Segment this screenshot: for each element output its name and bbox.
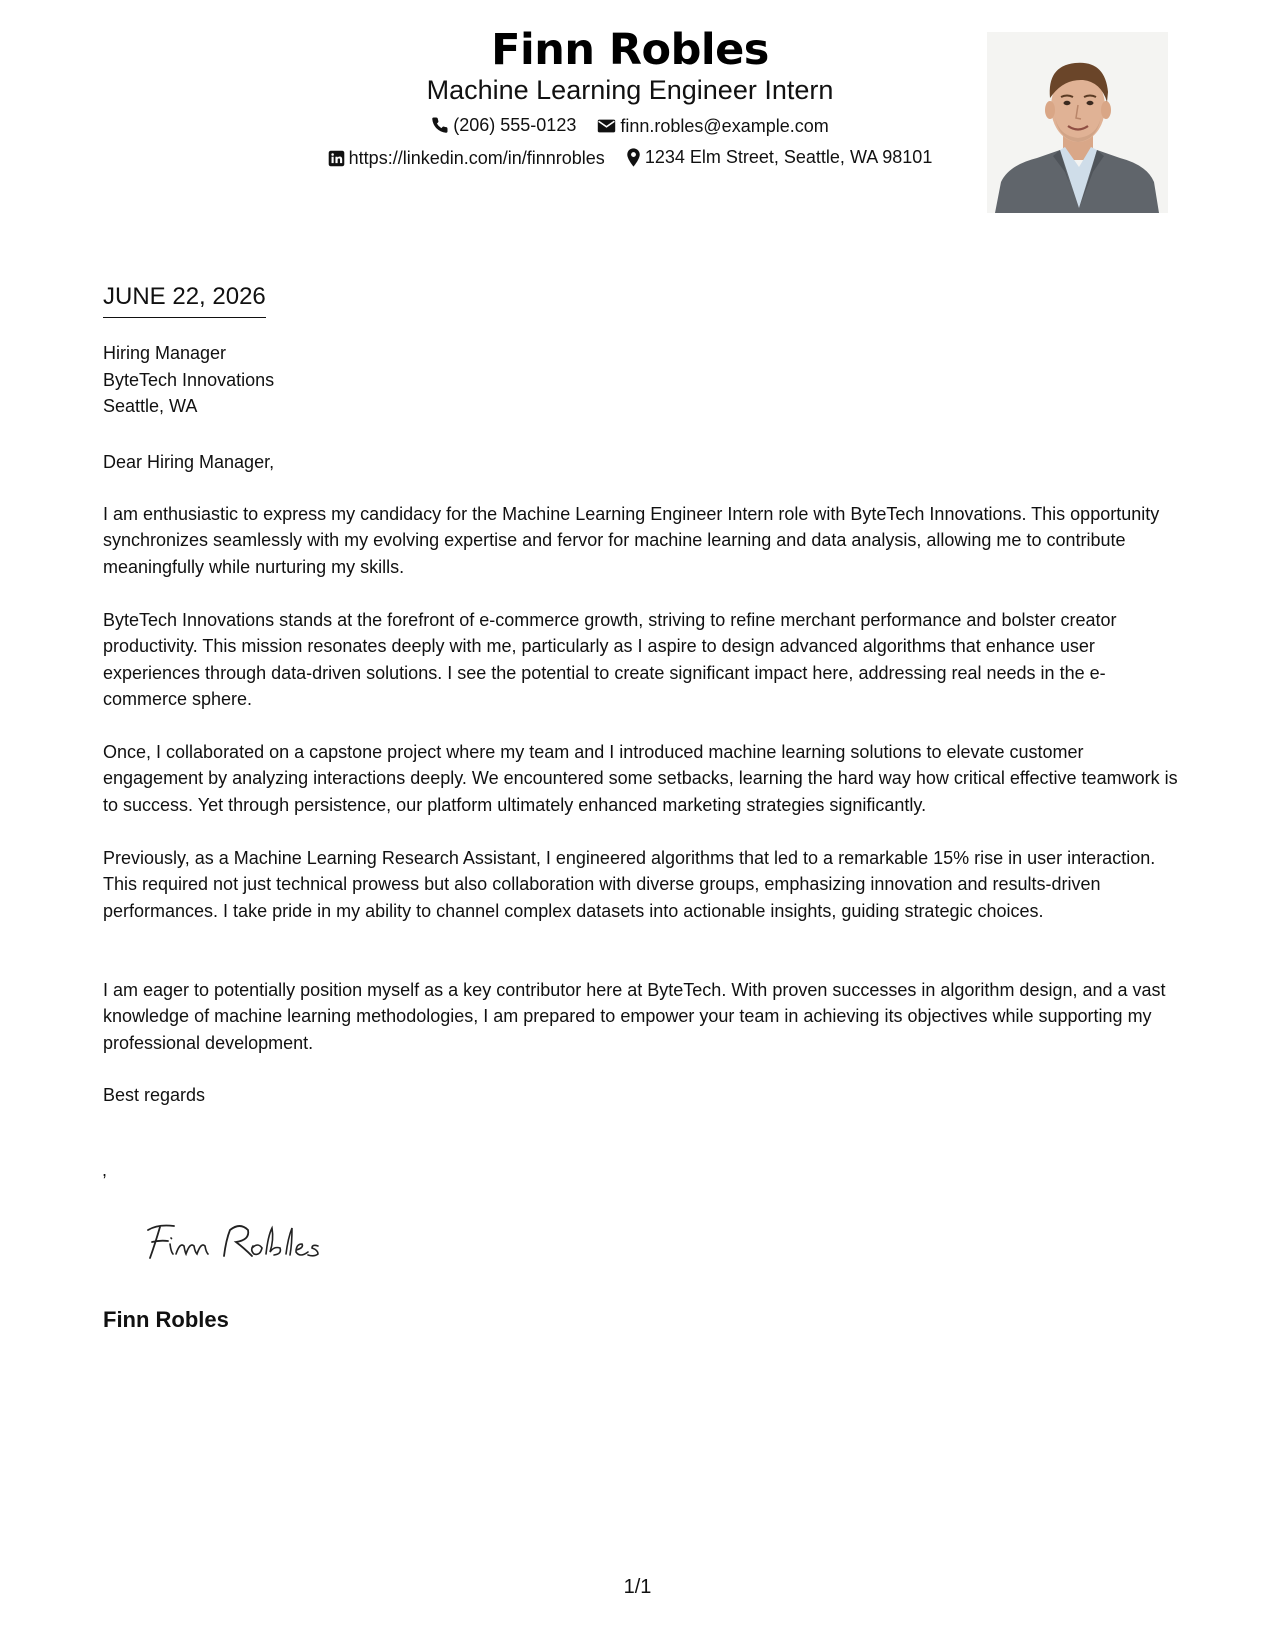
body-paragraph: Previously, as a Machine Learning Research Assistant, I engineered algorithms that led to a remarkable 15% rise in user interaction. This required not just technical prowess but also collaboration with diverse groups, emphasizing innovation and results-driven performances. I take pride in my ability to channel complex datasets into actionable insights, guiding strategic choices.	[103, 848, 1156, 921]
closing-comma: ,	[102, 1160, 108, 1180]
recipient-company: ByteTech Innovations	[103, 369, 275, 390]
applicant-title: Machine Learning Engineer Intern	[426, 75, 834, 105]
address-text: 1234 Elm Street, Seattle, WA 98101	[644, 147, 933, 167]
salutation: Dear Hiring Manager,	[103, 452, 275, 472]
linkedin-icon	[328, 150, 345, 167]
handwritten-signature	[140, 1218, 330, 1268]
email-text: finn.robles@example.com	[620, 116, 829, 136]
profile-photo	[987, 32, 1168, 213]
page-number: 1/1	[623, 1576, 652, 1598]
contact-email[interactable]	[597, 114, 828, 138]
body-paragraph: I am eager to potentially position myself as a key contributor here at ByteTech. With proven successes in algorithm design, and a vast knowledge of machine learning methodologies, I am prepared to empower your team in achieving its objectives while supporting my professional development.	[103, 980, 1166, 1053]
linkedin-text: https://linkedin.com/in/finnrobles	[348, 148, 605, 168]
recipient-location: Seattle, WA	[103, 396, 198, 416]
envelope-icon	[597, 118, 616, 134]
letter-date: JUNE 22, 2026	[103, 282, 266, 318]
map-pin-icon	[626, 148, 641, 167]
phone-icon	[431, 116, 449, 134]
contact-linkedin[interactable]	[328, 146, 605, 170]
contact-address	[626, 145, 933, 169]
applicant-name: Finn Robles	[491, 25, 769, 75]
body-paragraph: Once, I collaborated on a capstone project where my team and I introduced machine learning solutions to elevate customer engagement by analyzing interactions deeply. We encountered some setbacks, learning the hard way how critical effective teamwork is to success. Yet through persistence, our platform ultimately enhanced marketing strategies significantly.	[103, 742, 1178, 815]
body-paragraph: ByteTech Innovations stands at the forefront of e-commerce growth, striving to refine merchant performance and bolster creator productivity. This mission resonates deeply with me, particularly as I aspire to design advanced algorithms that enhance user experiences through data-driven solutions. I see the potential to create significant impact here, addressing real needs in the e-commerce sphere.	[103, 610, 1117, 709]
phone-text: (206) 555-0123	[453, 115, 577, 135]
letter-header	[0, 0, 1275, 220]
contact-phone[interactable]	[431, 113, 576, 137]
signoff-name: Finn Robles	[103, 1307, 229, 1332]
body-paragraph: I am enthusiastic to express my candidacy for the Machine Learning Engineer Intern role with ByteTech Innovations. This opportunity synchronizes seamlessly with my evolving expertise and fervor for machine learning and data analysis, allowing me to contribute meaningfully while nurturing my skills.	[103, 504, 1160, 577]
recipient-name: Hiring Manager	[103, 343, 227, 363]
closing: Best regards	[103, 1085, 206, 1105]
recipient-block	[103, 340, 274, 420]
